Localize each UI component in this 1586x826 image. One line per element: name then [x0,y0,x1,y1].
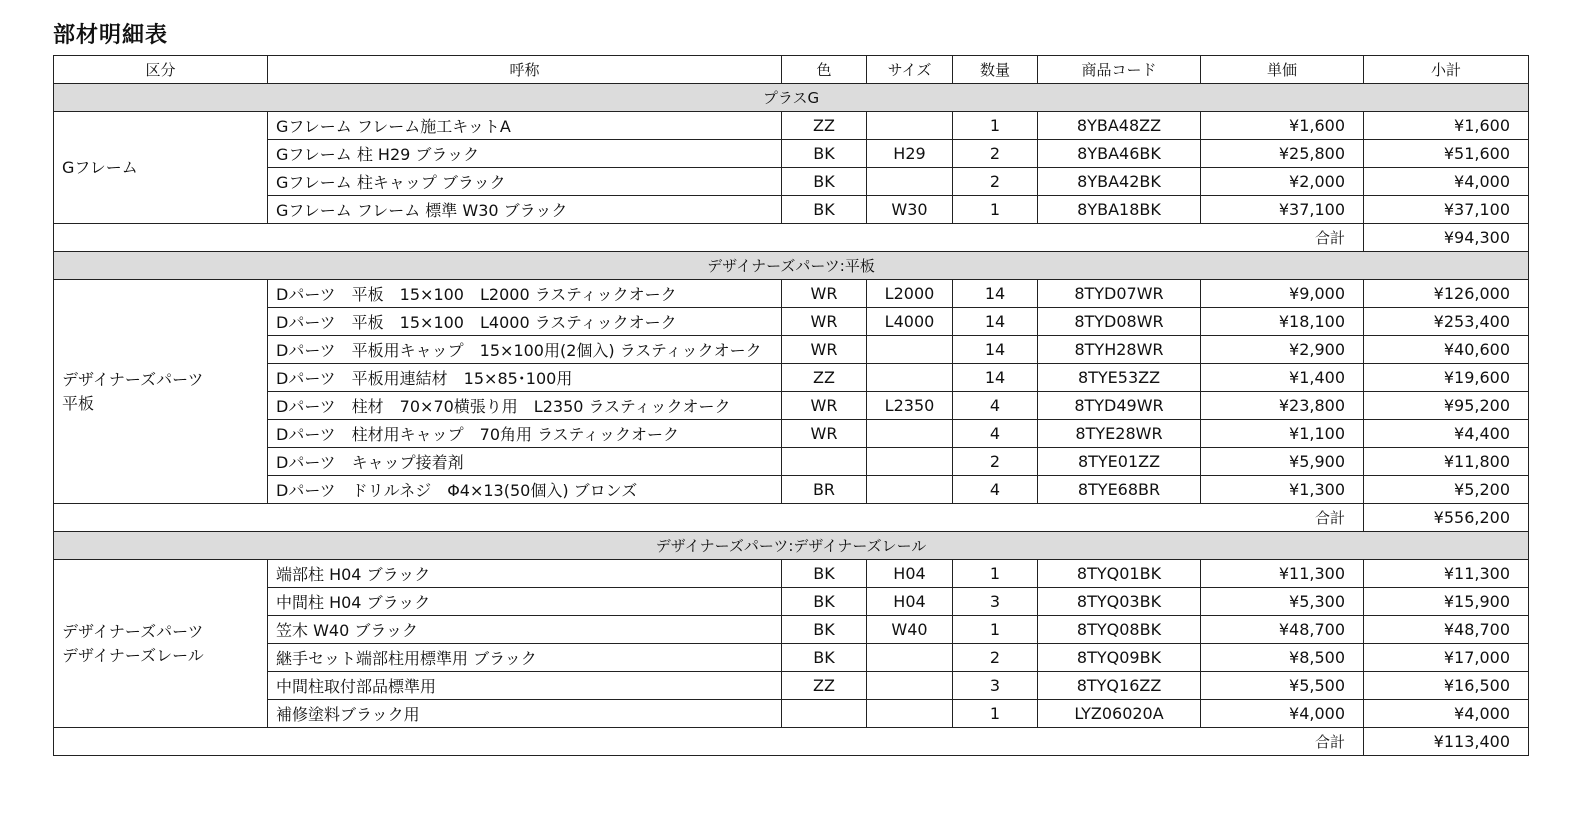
item-qty: 1 [953,560,1038,588]
item-code: 8TYQ09BK [1038,644,1201,672]
item-unit-price: ¥23,800 [1201,392,1364,420]
category-line: デザイナーズレール [62,645,204,665]
item-code: 8YBA48ZZ [1038,112,1201,140]
item-name: 中間柱 H04 ブラック [268,588,782,616]
item-qty: 14 [953,364,1038,392]
item-size [867,364,953,392]
item-unit-price: ¥1,600 [1201,112,1364,140]
section-title: デザイナーズパーツ:デザイナーズレール [54,532,1529,560]
item-size: H29 [867,140,953,168]
table-row [54,560,1529,588]
item-size: H04 [867,560,953,588]
item-size: L4000 [867,308,953,336]
item-size [867,644,953,672]
item-subtotal: ¥15,900 [1364,588,1529,616]
header-unit-price: 単価 [1201,56,1364,84]
item-subtotal: ¥5,200 [1364,476,1529,504]
item-subtotal: ¥19,600 [1364,364,1529,392]
category-cell [54,560,268,728]
item-subtotal: ¥4,000 [1364,168,1529,196]
category-cell [54,112,268,224]
item-name: Dパーツ 柱材 70×70横張り用 L2350 ラスティックオーク [268,392,782,420]
table-row [54,196,1529,224]
table-row [54,140,1529,168]
category-line: デザイナーズパーツ [62,369,204,389]
category-line: 平板 [62,393,95,413]
item-unit-price: ¥9,000 [1201,280,1364,308]
total-row [54,504,1529,532]
header-qty: 数量 [953,56,1038,84]
section-title: デザイナーズパーツ:平板 [54,252,1529,280]
item-code: 8TYQ08BK [1038,616,1201,644]
category-cell [54,280,268,504]
item-qty: 3 [953,672,1038,700]
category-line: デザイナーズパーツ [62,621,204,641]
item-name: Gフレーム 柱キャップ ブラック [268,168,782,196]
item-size [867,420,953,448]
item-name: Gフレーム 柱 H29 ブラック [268,140,782,168]
table-row [54,112,1529,140]
item-name: Gフレーム フレーム施工キットA [268,112,782,140]
item-qty: 2 [953,140,1038,168]
item-code: 8TYD07WR [1038,280,1201,308]
item-qty: 14 [953,308,1038,336]
table-row [54,588,1529,616]
item-name: Dパーツ 平板 15×100 L2000 ラスティックオーク [268,280,782,308]
table-row [54,700,1529,728]
item-size [867,672,953,700]
item-subtotal: ¥16,500 [1364,672,1529,700]
category-line: Gフレーム [62,157,138,177]
item-name: 端部柱 H04 ブラック [268,560,782,588]
item-color: BK [782,560,867,588]
item-size: W40 [867,616,953,644]
item-qty: 1 [953,112,1038,140]
item-code: 8TYQ01BK [1038,560,1201,588]
item-subtotal: ¥17,000 [1364,644,1529,672]
item-size: L2000 [867,280,953,308]
header-category: 区分 [54,56,268,84]
item-code: 8TYE53ZZ [1038,364,1201,392]
item-color: WR [782,420,867,448]
item-subtotal: ¥95,200 [1364,392,1529,420]
item-code: 8TYH28WR [1038,336,1201,364]
item-code: 8YBA42BK [1038,168,1201,196]
total-label: 合計 [54,728,1364,756]
item-qty: 4 [953,420,1038,448]
item-name: Dパーツ 柱材用キャップ 70角用 ラスティックオーク [268,420,782,448]
item-unit-price: ¥4,000 [1201,700,1364,728]
item-color: BK [782,588,867,616]
item-size [867,168,953,196]
item-color: ZZ [782,364,867,392]
item-unit-price: ¥2,900 [1201,336,1364,364]
item-unit-price: ¥5,900 [1201,448,1364,476]
item-name: 継手セット端部柱用標準用 ブラック [268,644,782,672]
item-qty: 3 [953,588,1038,616]
item-unit-price: ¥11,300 [1201,560,1364,588]
item-subtotal: ¥11,800 [1364,448,1529,476]
item-name: Dパーツ ドリルネジ Φ4×13(50個入) ブロンズ [268,476,782,504]
item-qty: 1 [953,616,1038,644]
item-color: BK [782,168,867,196]
section-header-row [54,84,1529,112]
section-header-row [54,252,1529,280]
total-label: 合計 [54,504,1364,532]
item-unit-price: ¥2,000 [1201,168,1364,196]
item-size [867,476,953,504]
item-code: 8TYQ16ZZ [1038,672,1201,700]
item-unit-price: ¥1,100 [1201,420,1364,448]
header-name: 呼称 [268,56,782,84]
table-row [54,420,1529,448]
item-subtotal: ¥48,700 [1364,616,1529,644]
total-row [54,728,1529,756]
item-color [782,700,867,728]
item-size [867,700,953,728]
parts-table [53,55,1529,756]
item-qty: 1 [953,700,1038,728]
header-row [54,56,1529,84]
item-size [867,448,953,476]
item-code: 8YBA18BK [1038,196,1201,224]
item-size [867,112,953,140]
item-size: L2350 [867,392,953,420]
item-qty: 2 [953,168,1038,196]
item-unit-price: ¥5,500 [1201,672,1364,700]
table-row [54,280,1529,308]
table-row [54,168,1529,196]
item-color: WR [782,392,867,420]
item-unit-price: ¥48,700 [1201,616,1364,644]
item-qty: 2 [953,448,1038,476]
item-name: 中間柱取付部品標準用 [268,672,782,700]
header-color: 色 [782,56,867,84]
page-title: 部材明細表 [53,23,169,48]
item-subtotal: ¥253,400 [1364,308,1529,336]
header-size: サイズ [867,56,953,84]
item-unit-price: ¥8,500 [1201,644,1364,672]
table-row [54,644,1529,672]
item-subtotal: ¥4,400 [1364,420,1529,448]
total-value: ¥94,300 [1364,224,1529,252]
item-subtotal: ¥37,100 [1364,196,1529,224]
item-color: BK [782,140,867,168]
item-name: Gフレーム フレーム 標準 W30 ブラック [268,196,782,224]
item-color: WR [782,308,867,336]
item-code: LYZ06020A [1038,700,1201,728]
table-row [54,336,1529,364]
item-color: WR [782,280,867,308]
item-unit-price: ¥1,400 [1201,364,1364,392]
item-code: 8TYE68BR [1038,476,1201,504]
item-unit-price: ¥25,800 [1201,140,1364,168]
item-color: BK [782,616,867,644]
item-name: 補修塗料ブラック用 [268,700,782,728]
item-qty: 4 [953,476,1038,504]
item-unit-price: ¥37,100 [1201,196,1364,224]
item-name: Dパーツ 平板 15×100 L4000 ラスティックオーク [268,308,782,336]
item-subtotal: ¥51,600 [1364,140,1529,168]
table-row [54,308,1529,336]
section-header-row [54,532,1529,560]
item-color: BR [782,476,867,504]
item-code: 8TYD08WR [1038,308,1201,336]
item-color: BK [782,196,867,224]
table-row [54,364,1529,392]
table-row [54,448,1529,476]
item-color: WR [782,336,867,364]
item-code: 8YBA46BK [1038,140,1201,168]
total-row [54,224,1529,252]
item-subtotal: ¥11,300 [1364,560,1529,588]
item-subtotal: ¥4,000 [1364,700,1529,728]
item-color: ZZ [782,112,867,140]
item-code: 8TYD49WR [1038,392,1201,420]
item-color [782,448,867,476]
item-color: BK [782,644,867,672]
item-code: 8TYE01ZZ [1038,448,1201,476]
item-subtotal: ¥1,600 [1364,112,1529,140]
item-code: 8TYQ03BK [1038,588,1201,616]
total-label: 合計 [54,224,1364,252]
item-name: 笠木 W40 ブラック [268,616,782,644]
total-value: ¥556,200 [1364,504,1529,532]
item-subtotal: ¥40,600 [1364,336,1529,364]
item-unit-price: ¥18,100 [1201,308,1364,336]
item-code: 8TYE28WR [1038,420,1201,448]
item-name: Dパーツ キャップ接着剤 [268,448,782,476]
header-subtotal: 小計 [1364,56,1529,84]
item-size [867,336,953,364]
item-qty: 14 [953,280,1038,308]
header-code: 商品コード [1038,56,1201,84]
table-row [54,672,1529,700]
section-title: プラスG [54,84,1529,112]
table-row [54,476,1529,504]
item-qty: 14 [953,336,1038,364]
item-qty: 1 [953,196,1038,224]
item-qty: 2 [953,644,1038,672]
item-color: ZZ [782,672,867,700]
item-unit-price: ¥1,300 [1201,476,1364,504]
total-value: ¥113,400 [1364,728,1529,756]
table-row [54,392,1529,420]
table-row [54,616,1529,644]
item-subtotal: ¥126,000 [1364,280,1529,308]
item-name: Dパーツ 平板用キャップ 15×100用(2個入) ラスティックオーク [268,336,782,364]
item-unit-price: ¥5,300 [1201,588,1364,616]
item-size: H04 [867,588,953,616]
item-size: W30 [867,196,953,224]
item-name: Dパーツ 平板用連結材 15×85･100用 [268,364,782,392]
item-qty: 4 [953,392,1038,420]
